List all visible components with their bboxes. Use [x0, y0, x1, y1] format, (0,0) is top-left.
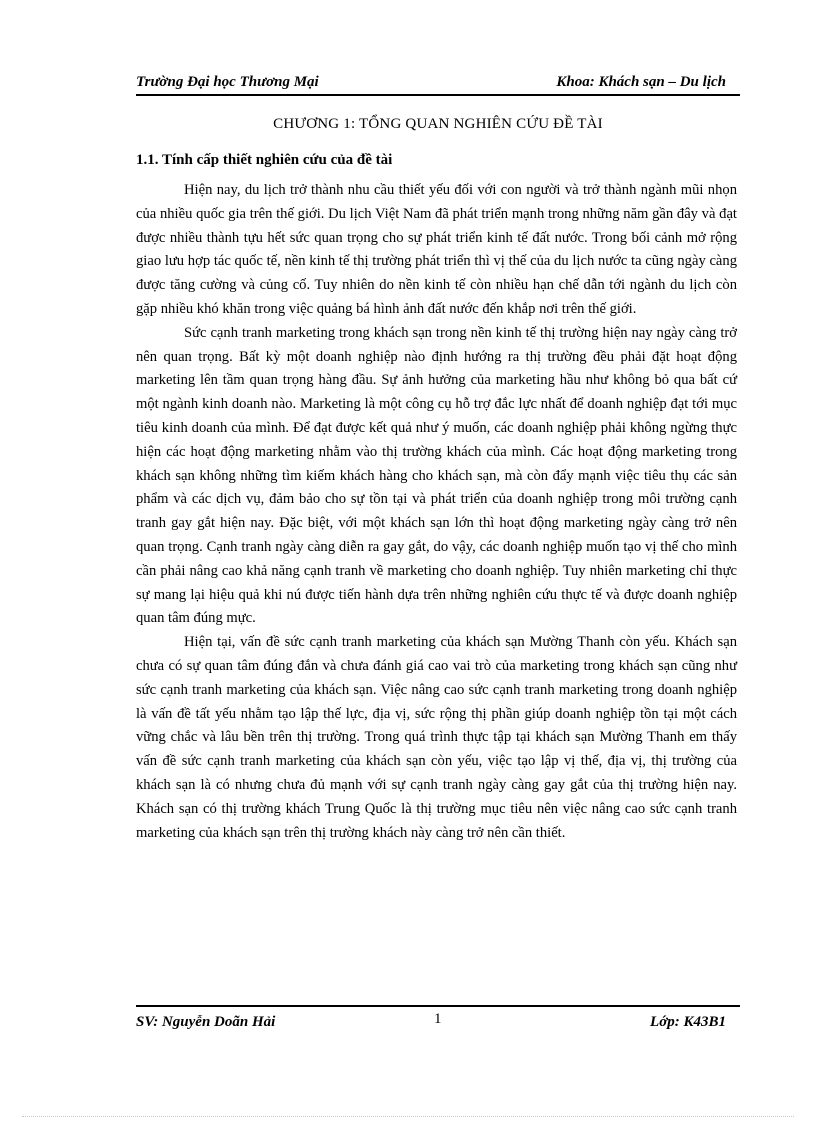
footer-class: Lớp: K43B1	[650, 1014, 726, 1030]
page-number: 1	[434, 1011, 442, 1027]
footer-student: SV: Nguyễn Doãn Hải	[136, 1014, 276, 1030]
header-faculty: Khoa: Khách sạn – Du lịch	[556, 74, 726, 90]
paragraph-1: Hiện nay, du lịch trở thành nhu cầu thiết yếu đối với con người và trở thành ngành mũi nhọn của nhiều quốc gia trên thế giới. Du lịch Việt Nam đã phát triển mạnh trong những năm gần đây và đạt được nhiều thành tựu hết sức quan trọng cho sự phát triển kinh tế đất nước. Trong bối cảnh mở rộng giao lưu hợp tác quốc tế, nền kinh tế thị trường phát triển thì vị thế của du lịch nước ta cũng ngày càng được tăng cường và củng cố. Tuy nhiên do nền kinh tế còn nhiều hạn chế dẫn tới ngành du lịch còn gặp nhiều khó khăn trong việc quảng bá hình ảnh đất nước đến khắp nơi trên thế giới.	[136, 182, 737, 317]
page-footer	[136, 1005, 740, 1033]
page-header	[136, 72, 740, 96]
paragraph-2: Sức cạnh tranh marketing trong khách sạn trong nền kinh tế thị trường hiện nay ngày càng trở nên quan trọng. Bất kỳ một doanh nghiệp nào định hướng ra thị trường đều phải đặt hoạt động marketing lên tầm quan trọng hàng đầu. Sự ảnh hưởng của marketing hầu như không bỏ qua bất cứ một ngành kinh doanh nào. Marketing là một công cụ hỗ trợ đắc lực nhất để doanh nghiệp đạt tới mục tiêu kinh doanh của mình. Để đạt được kết quả như ý muốn, các doanh nghiệp phải không ngừng thực hiện các hoạt động marketing nhằm vào thị trường khách của mình. Các hoạt động marketing trong khách sạn không những tìm kiếm khách hàng cho khách sạn, mà còn đẩy mạnh việc tiêu thụ các sản phẩm và các dịch vụ, đảm bảo cho sự tồn tại và phát triển của doanh nghiệp trong môi trường cạnh tranh gay gắt hiện nay. Đặc biệt, với một khách sạn lớn thì hoạt động marketing ngày càng trở nên quan trọng. Cạnh tranh ngày càng diễn ra gay gắt, do vậy, các doanh nghiệp muốn tạo vị thế cho mình cần phải nâng cao khả năng cạnh tranh về marketing cho doanh nghiệp. Tuy nhiên marketing chỉ thực sự mang lại hiệu quả khi nú được tiến hành dựa trên những nghiên cứu thực tế và được doanh nghiệp quan tâm đúng mực.	[136, 324, 737, 627]
chapter-title: CHƯƠNG 1: TỔNG QUAN NGHIÊN CỨU ĐỀ TÀI	[273, 116, 603, 132]
paragraph-3: Hiện tại, vấn đề sức cạnh tranh marketing của khách sạn Mường Thanh còn yếu. Khách sạn chưa có sự quan tâm đúng đắn và chưa đánh giá cao vai trò của marketing trong khách sạn cũng như sức cạnh tranh marketing của khách sạn. Việc nâng cao sức cạnh tranh marketing trong doanh nghiệp là vấn đề tất yếu nhằm tạo lập thế lực, địa vị, sức rộng thị phần giúp doanh nghiệp tồn tại một cách vững chắc và lâu bền trên thị trường. Trong quá trình thực tập tại khách sạn Mường Thanh em thấy vấn đề sức cạnh tranh marketing của khách sạn còn yếu, việc tạo lập vị thế, địa vị, thị trường của khách sạn là có nhưng chưa đủ mạnh với sự cạnh tranh ngày càng gay gắt của thị trường hiện nay. Khách sạn có thị trường khách Trung Quốc là thị trường mục tiêu nên việc nâng cao sức cạnh tranh marketing của khách sạn trên thị trường khách này càng trở nên cần thiết.	[136, 634, 737, 841]
section-heading: 1.1. Tính cấp thiết nghiên cứu của đề tài	[136, 152, 393, 168]
page-bottom-edge	[22, 1116, 794, 1117]
header-school: Trường Đại học Thương Mại	[136, 74, 319, 90]
body-text	[136, 179, 737, 845]
